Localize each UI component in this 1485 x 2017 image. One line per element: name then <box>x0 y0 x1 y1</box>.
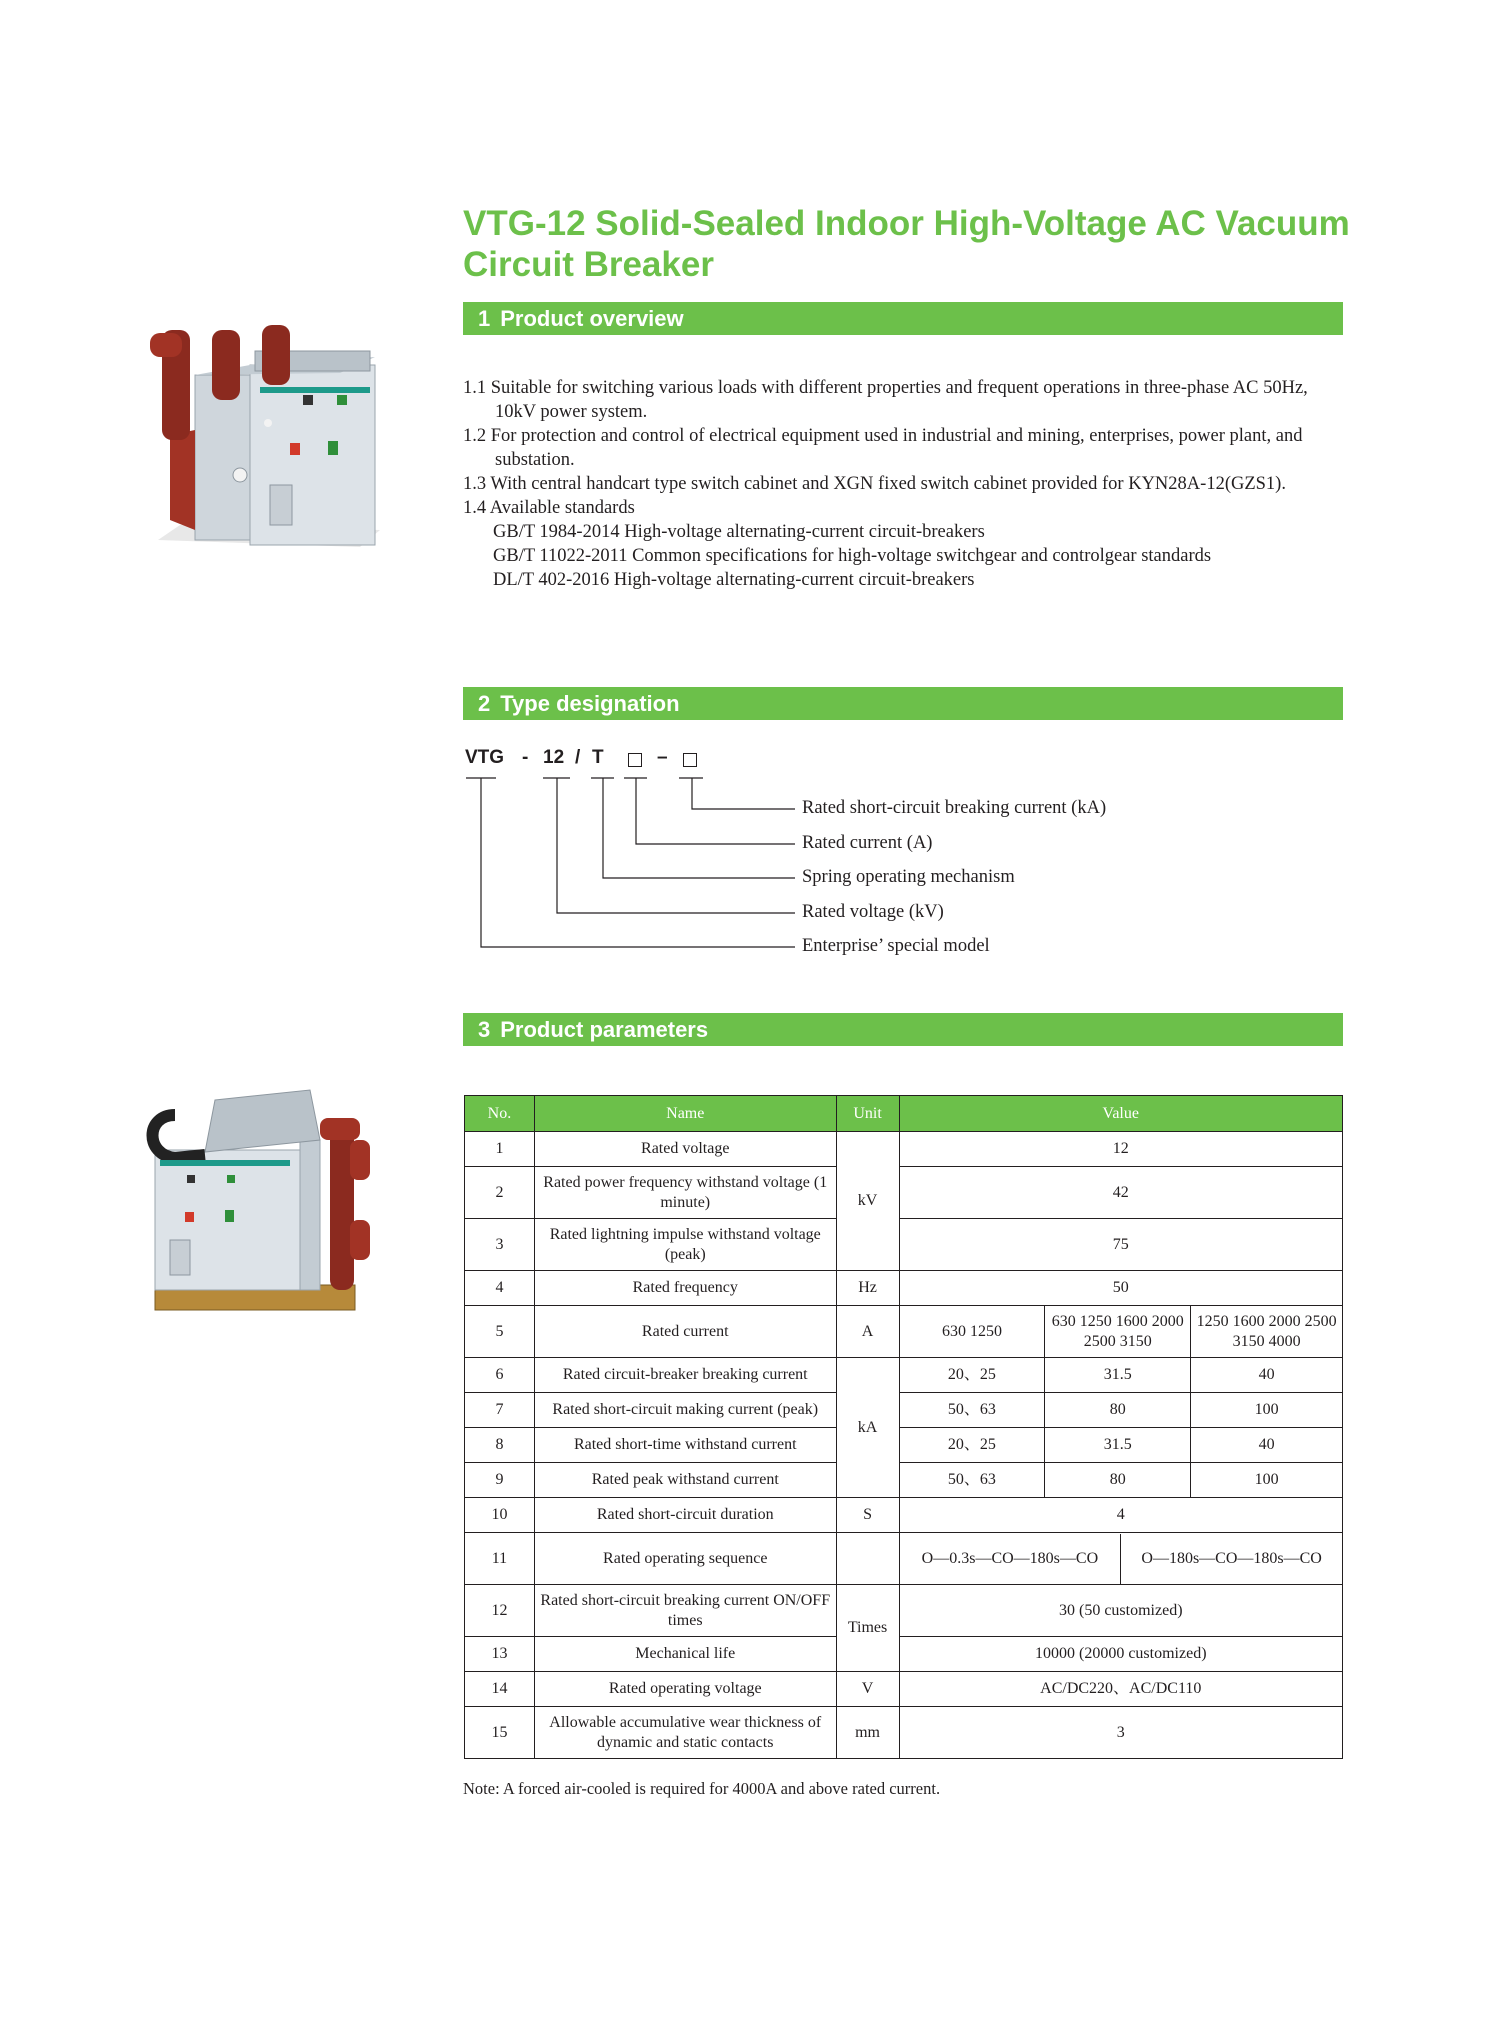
cell-no: 13 <box>465 1637 535 1672</box>
section-header-type-designation <box>463 687 1343 720</box>
header-value: Value <box>899 1096 1342 1132</box>
cell-value: 50、63 <box>899 1393 1045 1428</box>
cell-name: Mechanical life <box>534 1637 836 1672</box>
cell-value: 75 <box>899 1219 1342 1271</box>
cell-value: 40 <box>1191 1428 1343 1463</box>
section-number: 2 <box>478 691 491 716</box>
overview-item: 1.2 For protection and control of electrical equipment used in industrial and mining, enterprises, power plant, and substation. <box>463 426 1303 470</box>
cell-no: 15 <box>465 1707 535 1759</box>
designation-label: Rated short-circuit breaking current (kA) <box>802 798 1107 818</box>
cell-name: Rated frequency <box>534 1271 836 1306</box>
cell-value: 80 <box>1045 1393 1191 1428</box>
cell-no: 3 <box>465 1219 535 1271</box>
cell-unit <box>836 1533 899 1585</box>
cell-no: 9 <box>465 1463 535 1498</box>
cell-no: 7 <box>465 1393 535 1428</box>
cell-name: Rated current <box>534 1306 836 1358</box>
table-row <box>465 1358 1343 1393</box>
standard-item: DL/T 402-2016 High-voltage alternating-current circuit-breakers <box>493 570 975 590</box>
standard-item: GB/T 11022-2011 Common specifications for high-voltage switchgear and controlgear standards <box>493 546 1212 566</box>
table-row <box>465 1167 1343 1219</box>
parameters-table <box>464 1095 1343 1759</box>
standard-item: GB/T 1984-2014 High-voltage alternating-current circuit-breakers <box>493 522 985 542</box>
designation-label: Rated voltage (kV) <box>802 902 944 922</box>
page-title: VTG-12 Solid-Sealed Indoor High-Voltage AC Vacuum Circuit Breaker <box>463 204 1350 284</box>
cell-value-split <box>899 1533 1342 1585</box>
cell-value: O—0.3s—CO—180s—CO <box>900 1534 1122 1584</box>
cell-unit: A <box>836 1306 899 1358</box>
cell-value: 80 <box>1045 1463 1191 1498</box>
cell-value: 30 (50 customized) <box>899 1585 1342 1637</box>
code-part-12: 12 <box>543 747 565 768</box>
code-part-t: T <box>592 747 604 768</box>
section-header-overview <box>463 302 1343 335</box>
cell-name: Allowable accumulative wear thickness of dynamic and static contacts <box>534 1707 836 1759</box>
cell-unit: mm <box>836 1707 899 1759</box>
header-no: No. <box>465 1096 535 1132</box>
cell-value: 31.5 <box>1045 1358 1191 1393</box>
cell-value: 4 <box>899 1498 1342 1533</box>
cell-no: 11 <box>465 1533 535 1585</box>
section-number: 3 <box>478 1017 491 1042</box>
table-row <box>465 1585 1343 1637</box>
cell-no: 6 <box>465 1358 535 1393</box>
cell-value: 1250 1600 2000 2500 3150 4000 <box>1191 1306 1343 1358</box>
table-row <box>465 1132 1343 1167</box>
cell-value: 630 1250 <box>899 1306 1045 1358</box>
cell-no: 10 <box>465 1498 535 1533</box>
cell-value: 50 <box>899 1271 1342 1306</box>
cell-name: Rated short-circuit making current (peak) <box>534 1393 836 1428</box>
header-unit: Unit <box>836 1096 899 1132</box>
code-part-en-dash: – <box>657 747 668 768</box>
cell-name: Rated operating voltage <box>534 1672 836 1707</box>
table-row <box>465 1393 1343 1428</box>
cell-value: 40 <box>1191 1358 1343 1393</box>
section-header-parameters <box>463 1013 1343 1046</box>
table-header-row <box>465 1096 1343 1132</box>
product-photo-side <box>145 1080 385 1335</box>
cell-no: 14 <box>465 1672 535 1707</box>
section-number: 1 <box>478 306 491 331</box>
cell-value: 20、25 <box>899 1358 1045 1393</box>
table-row <box>465 1533 1343 1585</box>
product-photo-front <box>140 315 400 560</box>
cell-name: Rated peak withstand current <box>534 1463 836 1498</box>
cell-no: 4 <box>465 1271 535 1306</box>
cell-unit: kA <box>836 1358 899 1498</box>
header-name: Name <box>534 1096 836 1132</box>
table-note: Note: A forced air-cooled is required for 4000A and above rated current. <box>463 1779 941 1798</box>
designation-label: Spring operating mechanism <box>802 867 1015 887</box>
code-part-dash: - <box>522 747 529 768</box>
cell-value: 100 <box>1191 1463 1343 1498</box>
cell-unit: Hz <box>836 1271 899 1306</box>
cell-name: Rated lightning impulse withstand voltage (peak) <box>534 1219 836 1271</box>
table-row <box>465 1672 1343 1707</box>
table-row <box>465 1707 1343 1759</box>
designation-label: Enterprise’ special model <box>802 936 990 956</box>
cell-unit: S <box>836 1498 899 1533</box>
cell-value: 12 <box>899 1132 1342 1167</box>
table-row <box>465 1428 1343 1463</box>
cell-name: Rated power frequency withstand voltage (1 minute) <box>534 1167 836 1219</box>
cell-value: 42 <box>899 1167 1342 1219</box>
table-row <box>465 1271 1343 1306</box>
cell-value: 100 <box>1191 1393 1343 1428</box>
cell-unit: kV <box>836 1132 899 1271</box>
cell-no: 2 <box>465 1167 535 1219</box>
placeholder-box-breaking <box>683 753 697 767</box>
code-part-vtg: VTG <box>465 747 505 768</box>
overview-list <box>463 376 1343 592</box>
placeholder-box-current <box>628 753 642 767</box>
cell-value: AC/DC220、AC/DC110 <box>899 1672 1342 1707</box>
cell-name: Rated circuit-breaker breaking current <box>534 1358 836 1393</box>
cell-value: O—180s—CO—180s—CO <box>1141 1549 1322 1567</box>
table-row <box>465 1498 1343 1533</box>
cell-no: 1 <box>465 1132 535 1167</box>
table-row <box>465 1219 1343 1271</box>
cell-unit: V <box>836 1672 899 1707</box>
overview-item: 1.4 Available standards <box>463 498 635 518</box>
cell-value: 3 <box>899 1707 1342 1759</box>
cell-value: 630 1250 1600 2000 2500 3150 <box>1045 1306 1191 1358</box>
table-row <box>465 1637 1343 1672</box>
section-title: Product overview <box>500 306 684 331</box>
cell-value: 31.5 <box>1045 1428 1191 1463</box>
cell-name: Rated short-circuit duration <box>534 1498 836 1533</box>
cell-value: 20、25 <box>899 1428 1045 1463</box>
cell-no: 5 <box>465 1306 535 1358</box>
cell-no: 8 <box>465 1428 535 1463</box>
cell-value: 10000 (20000 customized) <box>899 1637 1342 1672</box>
cell-no: 12 <box>465 1585 535 1637</box>
cell-unit: Times <box>836 1585 899 1672</box>
designation-label: Rated current (A) <box>802 833 933 853</box>
overview-item: 1.1 Suitable for switching various loads with different properties and frequent operations in three-phase AC 50Hz, 10kV power system. <box>463 378 1308 422</box>
cell-name: Rated voltage <box>534 1132 836 1167</box>
code-part-slash: / <box>575 747 581 768</box>
cell-name: Rated short-circuit breaking current ON/OFF times <box>534 1585 836 1637</box>
table-row <box>465 1306 1343 1358</box>
cell-name: Rated operating sequence <box>534 1533 836 1585</box>
overview-item: 1.3 With central handcart type switch cabinet and XGN fixed switch cabinet provided for KYN28A-12(GZS1). <box>463 474 1286 494</box>
section-title: Product parameters <box>500 1017 709 1042</box>
table-row <box>465 1463 1343 1498</box>
cell-name: Rated short-time withstand current <box>534 1428 836 1463</box>
section-title: Type designation <box>500 691 680 716</box>
cell-value: 50、63 <box>899 1463 1045 1498</box>
